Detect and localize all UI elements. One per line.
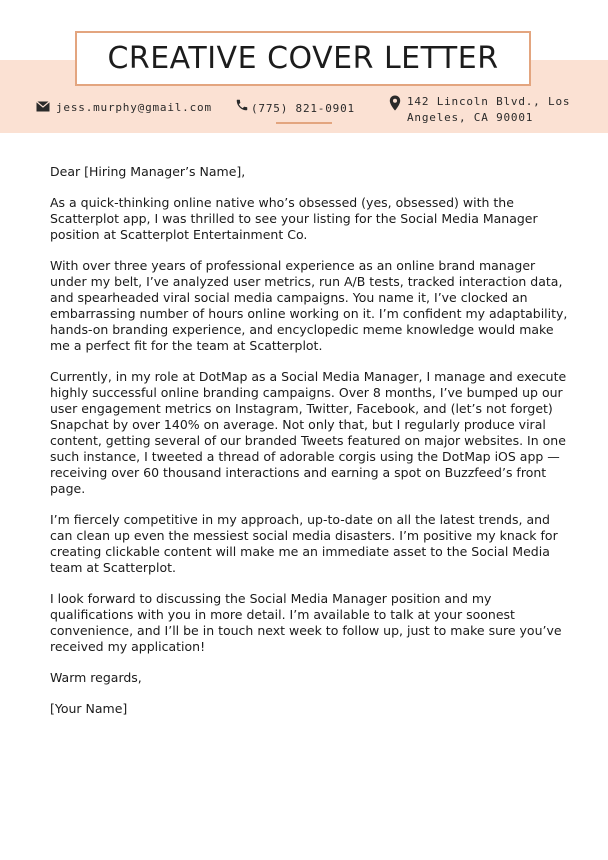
contact-email[interactable] bbox=[36, 101, 212, 115]
paragraph-2: With over three years of professional experience as an online brand manager under my belt, I’ve analyzed user metrics, run A/B tests, tracked interaction data, and spearheaded viral social media campaigns. You name it, I’ve clocked an embarrassing number of hours online working on it. I’m confident my adaptability, hands-on branding experience, and encyclopedic meme knowledge would make me a perfect fit for the team at Scatterplot. bbox=[50, 258, 568, 353]
paragraph-3: Currently, in my role at DotMap as a Social Media Manager, I manage and execute highly successful online branding campaigns. Over 8 months, I’ve bumped up our user engagement metrics on Instagram, Twitter, Facebook, and (let’s not forget) Snapchat by over 140% on average. Not only that, but I regularly produce viral content, getting several of our branded Tweets featured on major websites. In one such instance, I tweeted a thread of adorable corgis using the DotMap iOS app — receiving over 60 thousand interactions and earning a spot on Buzzfeed’s front page. bbox=[50, 369, 567, 496]
closing: Warm regards, bbox=[50, 670, 142, 685]
letter-body bbox=[50, 164, 570, 732]
address-line-1: 142 Lincoln Blvd., Los bbox=[407, 95, 571, 108]
paragraph-4: I’m fiercely competitive in my approach, up-to-date on all the latest trends, and can clean up even the messiest social media disasters. I’m positive my knack for creating clickable content will make me an immediate asset to the Social Media team at Scatterplot. bbox=[50, 512, 558, 575]
phone-icon bbox=[235, 98, 249, 115]
salutation: Dear [Hiring Manager’s Name], bbox=[50, 164, 246, 179]
address-line-2: Angeles, CA 90001 bbox=[407, 111, 534, 124]
paragraph-1: As a quick-thinking online native who’s obsessed (yes, obsessed) with the Scatterplot app, I was thrilled to see your listing for the Social Media Manager position at Scatterplot Entertainment Co. bbox=[50, 195, 538, 242]
accent-divider bbox=[276, 122, 332, 124]
phone-text: (775) 821-0901 bbox=[251, 102, 355, 115]
location-pin-icon bbox=[389, 95, 401, 116]
contact-address bbox=[389, 94, 570, 126]
contact-phone[interactable] bbox=[235, 98, 355, 115]
signature: [Your Name] bbox=[50, 701, 128, 716]
envelope-icon bbox=[36, 101, 50, 115]
email-text: jess.murphy@gmail.com bbox=[56, 101, 212, 114]
title-box bbox=[75, 31, 531, 86]
page-title: CREATIVE COVER LETTER bbox=[107, 41, 499, 76]
paragraph-5: I look forward to discussing the Social Media Manager position and my qualifications with you in more detail. I’m available to talk at your soonest convenience, and I’ll be in touch next week to follow up, just to make sure you’ve received my application! bbox=[50, 591, 562, 654]
